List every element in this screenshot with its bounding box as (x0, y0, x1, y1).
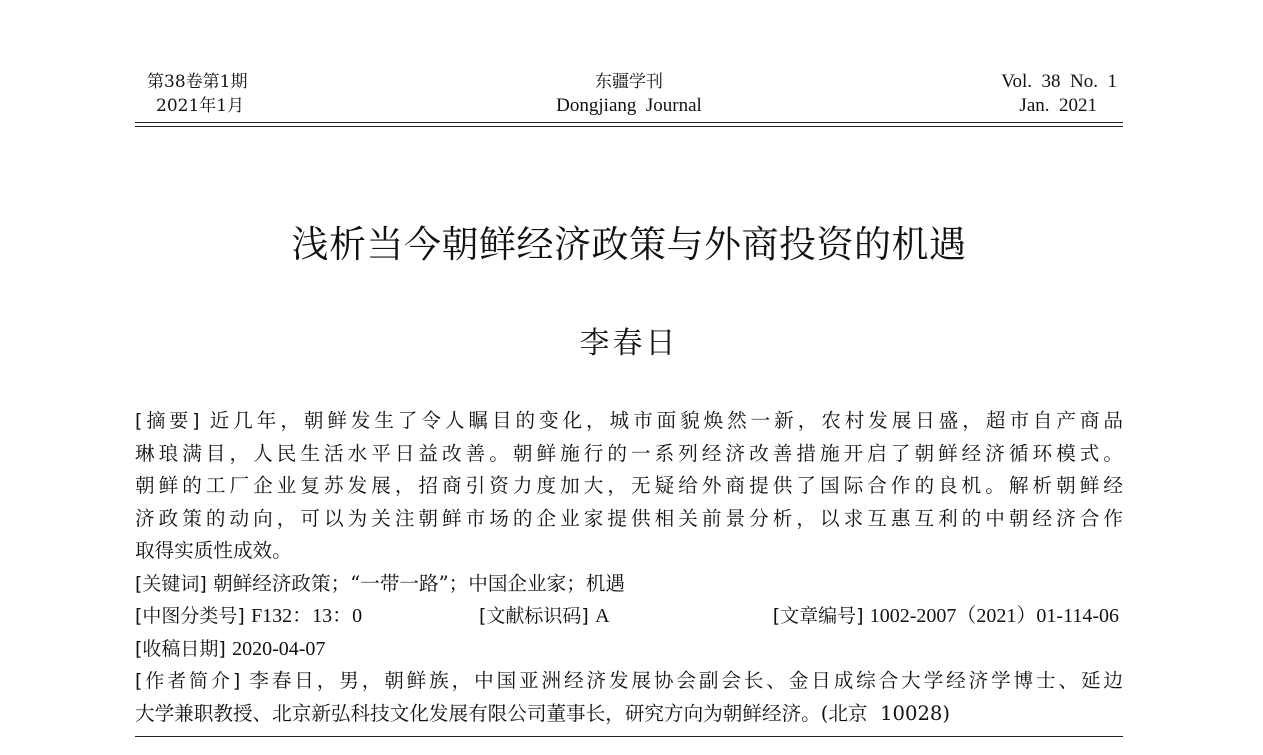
journal-name-en: Dongjiang Journal (556, 95, 702, 116)
article-front-matter (135, 405, 1123, 730)
header-rule (135, 122, 1123, 127)
journal-header (135, 70, 1123, 126)
abstract-text: 近几年，朝鲜发生了令人瞩目的变化，城市面貌焕然一新，农村发展日盛，超市自产商品 (209, 409, 1123, 432)
volume-en: Vol. 38 No. 1 (1001, 71, 1117, 92)
abstract-line: 取得实质性成效。 (135, 539, 292, 562)
keywords-tag: [关键词] (135, 572, 207, 595)
received-date: 2020-04-07 (232, 637, 326, 660)
article-number-tag: [文章编号] (772, 605, 864, 627)
abstract-line: 济政策的动向，可以为关注朝鲜市场的企业家提供相关前景分析，以求互惠互利的中朝经济合作 (135, 506, 1123, 530)
doc-code: A (595, 605, 610, 627)
article-title: 浅析当今朝鲜经济政策与外商投资的机遇 (291, 223, 967, 266)
author-bio-line (135, 665, 1123, 698)
article-page (135, 0, 1123, 755)
journal-name-cn: 东疆学刊 (595, 72, 663, 92)
abstract-line: 琳琅满目，人民生活水平日益改善。朝鲜施行的一系列经济改善措施开启了朝鲜经济循环模式。 (135, 441, 1123, 465)
received-line (135, 633, 1123, 666)
received-tag: [收稿日期] (135, 637, 226, 660)
keywords-text: 朝鲜经济政策；“一带一路”；中国企业家；机遇 (213, 571, 625, 595)
article-author: 李春日 (579, 326, 679, 361)
classification-tag: [中图分类号] (135, 605, 245, 627)
date-cn: 2021年1月 (156, 96, 245, 116)
abstract-line: 朝鲜的工厂企业复苏发展，招商引资力度加大，无疑给外商提供了国际合作的良机。解析朝鲜经 (135, 474, 1123, 497)
author-bio-tag: [作者简介] (135, 670, 241, 692)
abstract-line (135, 405, 1123, 438)
keywords-line (135, 568, 1123, 601)
author-bio-text: 李春日，男，朝鲜族，中国亚洲经济发展协会副会长、金日成综合大学经济学博士、延边 (249, 669, 1123, 692)
article-number: 1002-2007（2021）01-114-06 (869, 605, 1119, 627)
author-bio-line: 大学兼职教授、北京新弘科技文化发展有限公司董事长，研究方向为朝鲜经济。(北京 10028) (135, 701, 951, 725)
header-right (1001, 70, 1117, 118)
classification-code: F132：13：0 (251, 605, 363, 627)
classification-line (135, 600, 1123, 633)
volume-cn: 第38卷第1期 (147, 72, 248, 92)
date-en: Jan. 2021 (1019, 95, 1097, 116)
footer-rule (135, 736, 1123, 737)
doc-code-tag: [文献标识码] (479, 605, 589, 627)
header-center (135, 70, 1123, 118)
abstract-tag: [摘要] (135, 410, 200, 432)
